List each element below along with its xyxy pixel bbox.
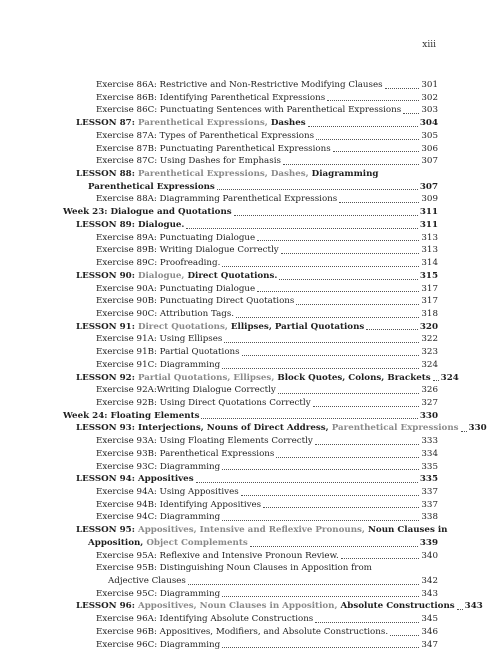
toc-entry[interactable]: [63, 321, 438, 334]
toc-entry-title: [96, 283, 255, 296]
toc-entry[interactable]: [63, 295, 438, 308]
toc-entry-title: [96, 461, 220, 474]
toc-entry-title-review: Dialogue,: [137, 270, 185, 281]
toc-page-number: 318: [421, 308, 438, 319]
toc-dot-leader: [366, 329, 418, 330]
toc-entry-title: [96, 486, 239, 499]
toc-entry-title: [96, 244, 279, 257]
toc-entry[interactable]: [63, 537, 438, 550]
toc-entry-title-part: Exercise 96A: Identifying Absolute Constructions: [96, 614, 314, 625]
toc-entry[interactable]: [63, 206, 438, 219]
toc-page-number: 330: [468, 423, 487, 434]
toc-entry-title: [96, 499, 261, 512]
toc-entry[interactable]: [63, 435, 438, 448]
toc-dot-leader: [276, 457, 419, 458]
toc-entry-title-part: Week 23: Dialogue and Quotations: [63, 207, 232, 218]
toc-entry[interactable]: [63, 104, 438, 117]
toc-dot-leader: [385, 88, 420, 89]
toc-entry[interactable]: [63, 257, 438, 270]
toc-dot-leader: [201, 418, 417, 419]
toc-entry-title: [96, 79, 383, 92]
toc-entry-title-review: Parenthetical Expressions, Dashes,: [137, 169, 309, 180]
toc-entry-title: [96, 384, 276, 397]
toc-entry-title-review: Appositives, Noun Clauses in Apposition,: [137, 601, 338, 612]
toc-entry[interactable]: [63, 639, 438, 651]
toc-page-number: 327: [421, 397, 438, 408]
toc-entry[interactable]: [63, 359, 438, 372]
toc-page-number: 317: [421, 283, 438, 294]
toc-entry-title: [96, 155, 281, 168]
toc-entry[interactable]: [63, 117, 438, 130]
toc-dot-leader: [403, 113, 419, 114]
toc-entry-title-part: LESSON 92:: [76, 372, 138, 383]
toc-entry-title-part: Exercise 88A: Diagramming Parenthetical Expressions: [96, 194, 338, 205]
toc-entry-title-part: Exercise 89C: Proofreading.: [96, 258, 221, 269]
toc-entry-title: [76, 524, 448, 537]
toc-entry[interactable]: [63, 79, 438, 92]
toc-page-number: 302: [421, 92, 438, 103]
toc-entry-title: [96, 308, 234, 321]
toc-page-number: 314: [421, 258, 438, 269]
toc-entry[interactable]: [63, 511, 438, 524]
toc-entry-title: [96, 257, 220, 270]
toc-dot-leader: [242, 355, 420, 356]
toc-page-number: 337: [421, 487, 438, 497]
toc-entry[interactable]: [63, 562, 438, 575]
toc-entry-title: [96, 448, 274, 461]
toc-entry-title: [76, 117, 306, 130]
toc-entry-title: [96, 511, 220, 524]
toc-page-number: 333: [421, 436, 438, 447]
toc-page-number: 322: [421, 334, 438, 345]
toc-entry-title-part: Direct Quotations.: [184, 270, 278, 281]
toc-entry-title: [76, 600, 455, 613]
toc-entry-title: [96, 588, 220, 601]
toc-entry-title: [88, 537, 248, 550]
toc-entry-title-review: Direct Quotations,: [137, 321, 228, 332]
toc-entry-title: [76, 321, 364, 334]
table-of-contents: [63, 79, 487, 651]
toc-entry-title-part: Exercise 93A: Using Floating Elements Correctly: [96, 436, 313, 447]
toc-dot-leader: [315, 444, 420, 445]
toc-page-number: 346: [421, 626, 438, 637]
toc-entry-title: [96, 626, 388, 639]
toc-entry-title-part: Exercise 96C: Diagramming: [96, 639, 221, 650]
toc-page-number: 311: [419, 207, 438, 218]
toc-page-number: 309: [421, 194, 438, 205]
toc-entry-title: [76, 473, 194, 486]
toc-page-number: 324: [421, 359, 438, 370]
toc-dot-leader: [222, 266, 419, 267]
toc-entry-title-part: LESSON 96:: [76, 601, 138, 612]
toc-page-number: 343: [421, 588, 438, 599]
toc-entry[interactable]: [63, 422, 487, 435]
toc-entry-title: [96, 550, 339, 563]
toc-entry-title-part: Exercise 93C: Diagramming: [96, 461, 221, 472]
toc-entry-title-part: Exercise 94A: Using Appositives: [96, 487, 239, 497]
toc-page-number: 306: [421, 143, 438, 154]
toc-entry-title-part: Ellipses, Partial Quotations: [227, 321, 365, 332]
toc-entry[interactable]: [63, 461, 438, 474]
toc-dot-leader: [316, 139, 419, 140]
toc-entry-title-part: Dashes: [267, 118, 306, 129]
toc-page-number: 301: [421, 80, 438, 90]
toc-entry-title-part: Exercise 91A: Using Ellipses: [96, 334, 223, 345]
toc-dot-leader: [341, 558, 420, 559]
toc-dot-leader: [461, 431, 467, 432]
toc-page-number: 347: [421, 639, 438, 650]
toc-entry[interactable]: [63, 143, 438, 156]
toc-entry-title: [96, 562, 372, 575]
toc-entry-title-part: Exercise 95B: Distinguishing Noun Clauses in Apposition from: [96, 563, 372, 574]
toc-entry[interactable]: [63, 168, 438, 181]
toc-dot-leader: [236, 317, 419, 318]
toc-dot-leader: [257, 240, 419, 241]
toc-page-number: 315: [419, 270, 438, 281]
toc-page-number: 335: [421, 461, 438, 472]
toc-dot-leader: [433, 380, 439, 381]
page-number: xiii: [422, 40, 436, 50]
toc-entry[interactable]: [63, 473, 438, 486]
toc-entry[interactable]: [63, 270, 438, 283]
toc-dot-leader: [257, 291, 419, 292]
toc-entry-title-part: Exercise 92B: Using Direct Quotations Correctly: [96, 397, 311, 408]
toc-entry-title: [96, 130, 314, 143]
toc-dot-leader: [188, 584, 420, 585]
toc-entry-title: [96, 193, 337, 206]
toc-dot-leader: [250, 546, 418, 547]
toc-entry-title-part: Exercise 86B: Identifying Parenthetical Expressions: [96, 92, 326, 103]
toc-dot-leader: [279, 279, 417, 280]
toc-entry[interactable]: [63, 626, 438, 639]
toc-entry-title-part: Exercise 91C: Diagramming: [96, 359, 221, 370]
toc-entry-title: [76, 219, 184, 232]
toc-entry-title-part: LESSON 91:: [76, 321, 138, 332]
toc-dot-leader: [308, 126, 418, 127]
toc-page-number: 339: [419, 537, 438, 548]
toc-entry[interactable]: [63, 308, 438, 321]
toc-dot-leader: [241, 495, 420, 496]
toc-entry-title-part: Absolute Constructions: [337, 601, 455, 612]
toc-page-number: 338: [421, 512, 438, 523]
toc-entry[interactable]: [63, 588, 438, 601]
toc-entry-title-part: Exercise 89A: Punctuating Dialogue: [96, 232, 256, 243]
toc-entry-title: [88, 181, 215, 194]
toc-entry-title-part: Diagramming: [308, 169, 379, 180]
toc-entry[interactable]: [63, 575, 438, 588]
toc-dot-leader: [263, 507, 419, 508]
toc-entry-title-review: Object Complements: [146, 537, 248, 548]
toc-dot-leader: [296, 304, 419, 305]
toc-entry-title-review: Partial Quotations, Ellipses,: [137, 372, 275, 383]
toc-entry[interactable]: [63, 333, 438, 346]
toc-entry[interactable]: [63, 219, 438, 232]
toc-entry-title-part: LESSON 95:: [76, 525, 138, 536]
toc-page-number: 337: [421, 499, 438, 510]
toc-entry-title-part: Block Quotes, Colons, Brackets: [274, 372, 431, 383]
toc-entry[interactable]: [63, 283, 438, 296]
toc-entry-title-part: LESSON 90:: [76, 270, 138, 281]
toc-page-number: 311: [419, 219, 438, 230]
toc-dot-leader: [313, 406, 420, 407]
toc-page-number: 317: [421, 296, 438, 307]
toc-entry-title: [96, 435, 313, 448]
toc-entry-title-part: Exercise 90C: Attribution Tags.: [96, 308, 235, 319]
toc-page-number: 303: [421, 105, 438, 116]
toc-entry-title-part: Week 24: Floating Elements: [63, 410, 200, 421]
toc-entry-title: [96, 639, 220, 651]
toc-page-number: 342: [421, 576, 438, 587]
toc-entry-title: [96, 92, 325, 105]
toc-page-number: 334: [421, 448, 438, 459]
toc-entry[interactable]: [63, 486, 438, 499]
toc-entry-title-part: Exercise 90B: Punctuating Direct Quotations: [96, 296, 295, 307]
toc-entry-title: [96, 397, 311, 410]
toc-dot-leader: [222, 596, 419, 597]
toc-entry[interactable]: [63, 600, 483, 613]
toc-entry[interactable]: [63, 384, 438, 397]
toc-entry[interactable]: [63, 130, 438, 143]
toc-page-number: 324: [440, 372, 459, 383]
toc-dot-leader: [224, 342, 419, 343]
toc-entry-title-part: Exercise 89B: Writing Dialogue Correctly: [96, 245, 279, 256]
toc-entry-title-part: Exercise 87B: Punctuating Parenthetical Expressions: [96, 143, 331, 154]
toc-entry[interactable]: [63, 410, 438, 423]
toc-entry-title-part: Exercise 87C: Using Dashes for Emphasis: [96, 156, 281, 167]
toc-entry-title: [96, 613, 313, 626]
toc-page-number: 335: [419, 474, 438, 485]
toc-entry-title: [96, 346, 240, 359]
toc-page-number: 307: [421, 156, 438, 167]
toc-dot-leader: [390, 635, 419, 636]
toc-page-number: 340: [421, 550, 438, 561]
toc-entry[interactable]: [63, 524, 448, 537]
toc-entry-title: [63, 206, 232, 219]
toc-entry-title-part: Exercise 91B: Partial Quotations: [96, 347, 240, 358]
toc-entry-title-part: Exercise 94C: Diagramming: [96, 512, 221, 523]
toc-entry[interactable]: [63, 155, 438, 168]
toc-entry-title-part: LESSON 87:: [76, 118, 138, 129]
toc-entry-title-part: Exercise 86A: Restrictive and Non-Restrictive Modifying Clauses: [96, 80, 383, 90]
toc-entry[interactable]: [63, 397, 438, 410]
toc-entry-title-part: Apposition,: [88, 537, 147, 548]
toc-entry-title-part: Exercise 96B: Appositives, Modifiers, and Absolute Constructions.: [96, 626, 389, 637]
toc-entry-title-review: Appositives, Intensive and Reflexive Pronouns,: [137, 525, 365, 536]
toc-entry[interactable]: [63, 193, 438, 206]
toc-entry-title: [96, 295, 294, 308]
toc-page-number: 307: [419, 181, 438, 192]
toc-entry-title-part: Exercise 95A: Reflexive and Intensive Pronoun Review.: [96, 550, 339, 561]
toc-dot-leader: [278, 393, 420, 394]
toc-entry-title: [96, 104, 401, 117]
toc-entry-title-part: Exercise 90A: Punctuating Dialogue: [96, 283, 256, 294]
toc-page-number: 330: [419, 410, 438, 421]
toc-dot-leader: [333, 151, 420, 152]
toc-entry-title: [108, 575, 186, 588]
toc-entry[interactable]: [63, 232, 438, 245]
toc-dot-leader: [281, 253, 420, 254]
toc-dot-leader: [222, 647, 419, 648]
toc-dot-leader: [234, 215, 418, 216]
toc-entry-title-review: Parenthetical Expressions,: [137, 118, 268, 129]
toc-entry-title: [76, 168, 378, 181]
toc-page-number: 326: [421, 385, 438, 396]
toc-entry-title-part: Exercise 94B: Identifying Appositives: [96, 499, 262, 510]
toc-entry-title-part: Exercise 92A:Writing Dialogue Correctly: [96, 385, 276, 396]
toc-entry-title-part: Exercise 86C: Punctuating Sentences with Parenthetical Expressions: [96, 105, 402, 116]
toc-dot-leader: [217, 189, 418, 190]
toc-entry[interactable]: [63, 499, 438, 512]
toc-dot-leader: [327, 100, 419, 101]
toc-entry-title-part: Parenthetical Expressions: [88, 181, 215, 192]
toc-entry-title: [96, 232, 255, 245]
toc-dot-leader: [339, 202, 419, 203]
toc-entry[interactable]: [63, 244, 438, 257]
toc-entry-title: [76, 422, 459, 435]
toc-entry-title: [96, 333, 222, 346]
toc-entry-title-part: LESSON 93: Interjections, Nouns of Direct Address,: [76, 423, 332, 434]
toc-entry-title-part: Exercise 93B: Parenthetical Expressions: [96, 448, 275, 459]
toc-entry[interactable]: [63, 550, 438, 563]
toc-entry-title: [96, 359, 220, 372]
toc-entry[interactable]: [63, 448, 438, 461]
toc-entry-title-part: LESSON 94: Appositives: [76, 474, 194, 485]
toc-entry-title-part: LESSON 88:: [76, 169, 138, 180]
toc-entry[interactable]: [63, 181, 438, 194]
toc-entry-title-part: Exercise 95C: Diagramming: [96, 588, 221, 599]
toc-entry[interactable]: [63, 613, 438, 626]
toc-entry-title: [76, 270, 277, 283]
toc-entry[interactable]: [63, 372, 459, 385]
toc-dot-leader: [283, 164, 419, 165]
toc-dot-leader: [186, 228, 417, 229]
toc-entry[interactable]: [63, 346, 438, 359]
toc-entry-title-review: Parenthetical Expressions: [331, 423, 459, 434]
toc-page-number: 320: [419, 321, 438, 332]
toc-page-number: 305: [421, 130, 438, 141]
toc-page-number: 313: [421, 232, 438, 243]
toc-dot-leader: [222, 520, 419, 521]
toc-entry-title-part: Adjective Clauses: [108, 576, 186, 587]
toc-page-number: 304: [419, 118, 438, 129]
toc-entry-title-part: LESSON 89: Dialogue.: [76, 219, 185, 230]
toc-dot-leader: [457, 609, 463, 610]
toc-dot-leader: [196, 482, 418, 483]
toc-page-number: 323: [421, 347, 438, 358]
toc-entry-title-part: Exercise 87A: Types of Parenthetical Expressions: [96, 130, 315, 141]
toc-entry-title: [96, 143, 331, 156]
toc-dot-leader: [222, 469, 419, 470]
toc-entry[interactable]: [63, 92, 438, 105]
toc-entry-title-part: Noun Clauses in: [364, 525, 448, 536]
toc-dot-leader: [315, 622, 419, 623]
toc-page-number: 343: [464, 601, 483, 612]
toc-entry-title: [63, 410, 199, 423]
toc-dot-leader: [222, 368, 419, 369]
toc-page-number: 345: [421, 614, 438, 625]
toc-page-number: 313: [421, 245, 438, 256]
toc-entry-title: [76, 372, 431, 385]
